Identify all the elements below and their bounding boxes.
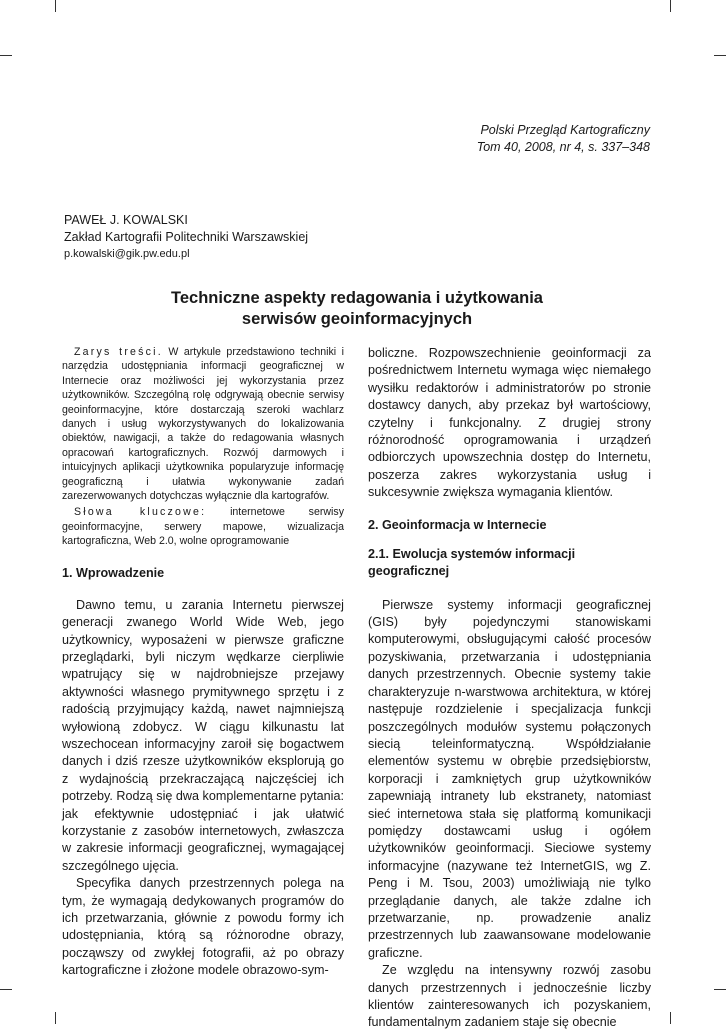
paper-title (64, 288, 650, 330)
abstract-text: W artykule przedstawiono techniki i narzędzia udostępniania informacji geograficznej w Internecie oraz możliwości jej wykorzystania przez użytkowników. Szczególną rolę odgrywają obecnie serwisy geoinformacyjne, które dostarczają szeroki wachlarz danych i usług wykorzystywanych do lokalizowania obiektów, nawigacji, a także do redagowania własnych opracowań kartograficznych. Rozwój darmowych i intuicyjnych aplikacji użytkownika popularyzuje informację geograficzną i ułatwia wykonywanie zadań zarezerwowanych dotychczas wyłącznie dla kartografów. (62, 346, 344, 503)
section-1-heading: 1. Wprowadzenie (62, 565, 165, 580)
crop-mark (714, 989, 726, 990)
journal-header (477, 122, 650, 156)
section-2-1-heading: 2.1. Ewolucja systemów informacji geograficznej (368, 546, 576, 578)
author-affiliation: Zakład Kartografii Politechniki Warszawskiej (64, 230, 309, 244)
crop-mark (55, 1012, 56, 1024)
left-column (62, 345, 344, 980)
section-1 (62, 565, 344, 980)
crop-mark (0, 55, 12, 56)
section-1-paragraph-3: boliczne. Rozpowszechnienie geoinformacji za pośrednictwem Internetu wymaga więc niemałego wysiłku redaktorów i administratorów po stronie dostawcy danych, aby przekaz był wartościowy, czytelny i funkcjonalny. Z drugiej strony różnorodność oprogramowania i urządzeń odbiorczych upowszechnia dostęp do Internetu, poszerza zakres wykorzystania usług i sukcesywnie zwiększa wymagania klientów. (368, 346, 651, 500)
crop-mark (0, 989, 12, 990)
crop-mark (714, 55, 726, 56)
journal-name: Polski Przegląd Kartograficzny (480, 123, 650, 137)
author-email[interactable]: p.kowalski@gik.pw.edu.pl (64, 248, 190, 260)
keywords-label: Słowa kluczowe: (74, 506, 207, 519)
paper-title-line2: serwisów geoinformacyjnych (241, 310, 473, 328)
paper-title-line1: Techniczne aspekty redagowania i użytkowania (171, 289, 543, 307)
crop-mark (670, 0, 671, 12)
right-column (368, 345, 651, 1032)
author-block (64, 212, 308, 263)
abstract-label: Zarys treści. (74, 346, 163, 358)
crop-mark (670, 1012, 671, 1024)
section-1-paragraph-2: Specyfika danych przestrzennych polega na tym, że wymagają dedykowanych programów do ich przetwarzania, głównie z powodu formy ich udostępniania, którą są różnorodne obrazy, począwszy od zwykłej fotografii, aż po obrazy kartograficzne i złożone modele obrazowo-sym- (62, 876, 344, 978)
abstract (62, 345, 344, 549)
author-name: PAWEŁ J. KOWALSKI (64, 213, 188, 227)
journal-volume: Tom 40, 2008, nr 4, s. 337–348 (476, 140, 650, 154)
section-1-paragraph-1: Dawno temu, u zarania Internetu pierwszej generacji zwanego World Wide Web, jego użytkownicy, wyposażeni w pierwsze graficzne przeglądarki, byli niczym wędkarze cierpliwie wpatrujący się w najdrobniejsze przejawy aktywności własnego prymitywnego sprzętu i z radością przyjmujący każdą, nawet najmniejszą wyłowioną zdobycz. W ciągu kilkunastu lat wszechocean informacyjny zaroił się bogactwem danych i dziś rzesze użytkowników eksplorują go z wydajnością przekraczającą najczęściej ich potrzeby. Rodzą się dwa komplementarne pytania: jak efektywnie udostępniać i jak ułatwić korzystanie z zasobów internetowych, zwłaszcza w zakresie informacji geograficznej, wymagającej szczególnego ujęcia. (62, 597, 344, 873)
section-2-heading: 2. Geoinformacja w Internecie (368, 517, 547, 532)
keywords-text: internetowe serwisy geoinformacyjne, serwery mapowe, wizualizacja kartograficzna, Web 2.0, wolne oprogramowanie (62, 506, 344, 548)
section-2-paragraph-2: Ze względu na intensywny rozwój zasobu danych przestrzennych i jednocześnie liczby klientów zainteresowanych ich pozyskaniem, fundamentalnym zadaniem staje się obecnie (368, 963, 651, 1030)
abstract-paragraph (62, 345, 344, 503)
section-2-paragraph-1: Pierwsze systemy informacji geograficznej (GIS) były pojedynczymi stanowiskami komputerowymi, obsługującymi całość procesów pozyskiwania, przetwarzania i udostępniania danych przestrzennych. Obecnie systemy takie charakteryzuje n-warstwowa architektura, w której następuje rozdzielenie i specjalizacja funkcji poszczególnych modułów systemu połączonych siecią teleinformatyczną. Współdziałanie elementów systemu w obrębie przedsiębiorstw, korporacji i zamkniętych grup użytkowników zapewniają intranety lub ekstranety, natomiast sieć internetowa stała się platformą komunikacji pomiędzy dostawcami usług i ogółem użytkowników geoinformacji. Sieciowe systemy informacyjne (nazywane też InternetGIS, wg Z. Peng i M. Tsou, 2003) umożliwiają nie tylko przeglądanie danych, ale także zdalne ich przetwarzanie, np. prowadzenie analiz przestrzennych lub zaawansowane modelowanie graficzne. (368, 597, 651, 960)
keywords-paragraph (62, 505, 344, 548)
crop-mark (55, 0, 56, 12)
